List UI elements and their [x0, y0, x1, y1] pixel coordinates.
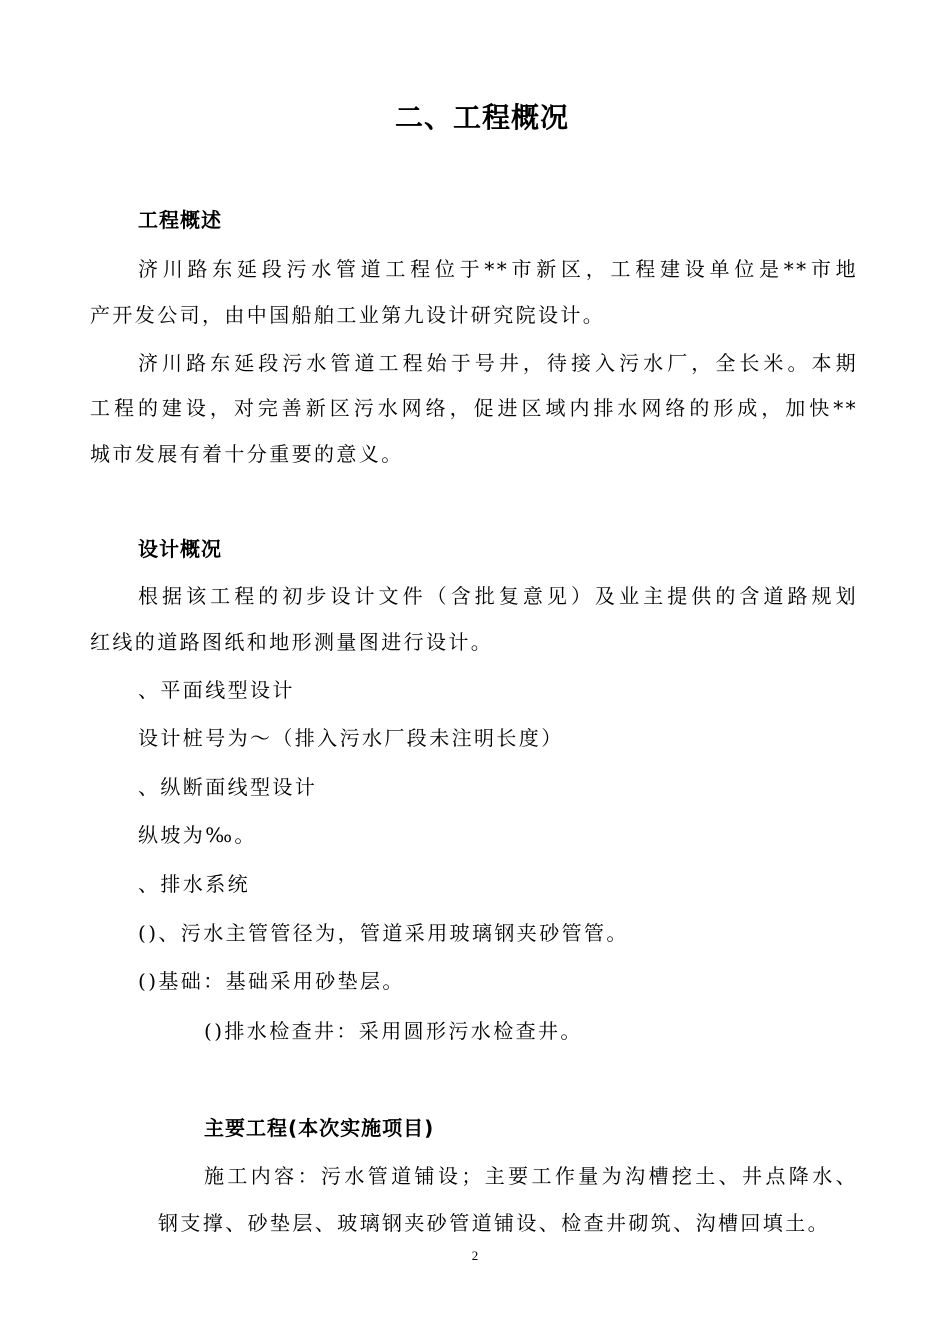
heading-overview: 工程概述 [138, 208, 222, 232]
heading-design: 设计概况 [138, 537, 222, 561]
design-item-2-detail: 纵坡为‰。 [138, 823, 257, 847]
overview-paragraph-2-line-2: 工程的建设，对完善新区污水网络，促进区域内排水网络的形成，加快** [90, 396, 858, 420]
design-item-2: 、纵断面线型设计 [138, 775, 318, 799]
design-item-3-sub-1: ()、污水主管管径为，管道采用玻璃钢夹砂管管。 [138, 921, 629, 945]
design-item-3: 、排水系统 [138, 872, 250, 896]
main-works-line-2: 钢支撑、砂垫层、玻璃钢夹砂管道铺设、检查井砌筑、沟槽回填土。 [158, 1211, 830, 1235]
page-title: 二、工程概况 [394, 101, 569, 134]
design-paragraph-line-2: 红线的道路图纸和地形测量图进行设计。 [90, 630, 494, 654]
overview-paragraph-1-line-2: 产开发公司，由中国船舶工业第九设计研究院设计。 [90, 303, 606, 327]
overview-paragraph-2-line-3: 城市发展有着十分重要的意义。 [90, 442, 404, 466]
design-item-3-sub-3: ()排水检查井：采用圆形污水检查井。 [204, 1019, 583, 1043]
design-item-3-sub-2: ()基础：基础采用砂垫层。 [138, 969, 405, 993]
overview-paragraph-1-line-1: 济川路东延段污水管道工程位于**市新区，工程建设单位是**市地 [138, 257, 858, 281]
design-paragraph-line-1: 根据该工程的初步设计文件（含批复意见）及业主提供的含道路规划 [138, 584, 858, 608]
main-works-line-1: 施工内容：污水管道铺设；主要工作量为沟槽挖土、井点降水、 [204, 1164, 858, 1188]
heading-main-works: 主要工程(本次实施项目) [204, 1116, 435, 1140]
overview-paragraph-2-line-1: 济川路东延段污水管道工程始于号井，待接入污水厂，全长米。本期 [138, 351, 858, 375]
design-item-1: 、平面线型设计 [138, 678, 295, 702]
design-item-1-detail: 设计桩号为～（排入污水厂段未注明长度） [138, 726, 564, 750]
page-number: 2 [471, 1248, 479, 1263]
